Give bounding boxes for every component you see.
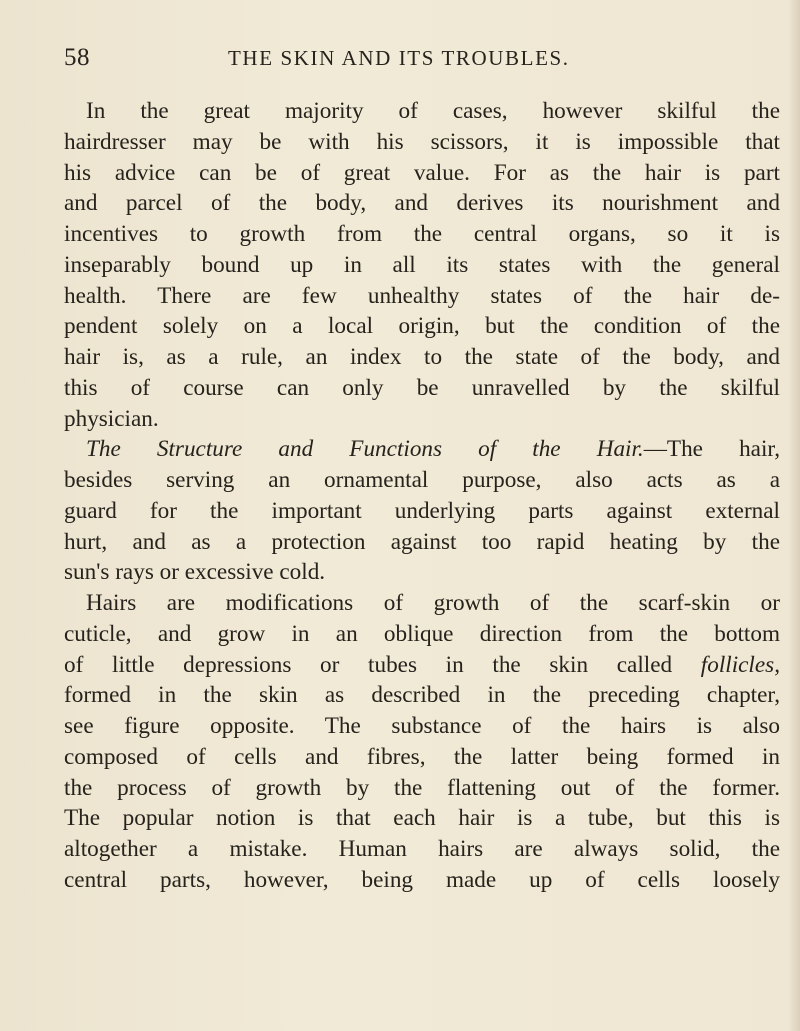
- text-line: sun's rays or excessive cold.: [64, 559, 326, 586]
- text-line: altogether a mistake. Human hairs are always solid, the: [64, 836, 780, 862]
- running-head: THE SKIN AND ITS TROUBLES.: [228, 46, 570, 70]
- text-line: and parcel of the body, and derives its nourishment and: [64, 190, 780, 217]
- text-line: this of course can only be unravelled by the skilful: [64, 374, 780, 401]
- text-line: Hairs are modifications of growth of the scarf-skin or: [86, 590, 780, 616]
- text-line: The popular notion is that each hair is a tube, but this is: [64, 805, 780, 832]
- section-heading-line: [64, 434, 780, 465]
- text-line: incentives to growth from the central organs, so it is: [64, 221, 780, 247]
- section-heading-continuation: —The hair,: [643, 436, 780, 463]
- text-line: pendent solely on a local origin, but the condition of the: [64, 313, 780, 340]
- text-line: the process of growth by the flattening out of the former.: [64, 774, 780, 801]
- text-line-with-term: [64, 650, 780, 681]
- text-line: hairdresser may be with his scissors, it is impossible that: [64, 128, 780, 155]
- page-number: 58: [64, 44, 90, 71]
- text-line: inseparably bound up in all its states with the general: [64, 251, 780, 278]
- text-line: cuticle, and grow in an oblique direction from the bottom: [64, 620, 780, 647]
- page-edge-shadow: [788, 0, 800, 1031]
- text-line: physician.: [64, 405, 159, 432]
- text-line: of little depressions or tubes in the skin called: [64, 651, 673, 678]
- text-line: formed in the skin as described in the preceding chapter,: [64, 682, 780, 709]
- text-line: see figure opposite. The substance of the hairs is also: [64, 713, 780, 739]
- text-line: composed of cells and fibres, the latter being formed in: [64, 743, 780, 770]
- term-follicles: follicles,: [700, 651, 780, 678]
- text-line: hair is, as a rule, an index to the state of the body, and: [64, 344, 780, 370]
- text-line: guard for the important underlying parts against external: [64, 497, 780, 524]
- text-line: his advice can be of great value. For as the hair is part: [64, 159, 780, 186]
- text-line: In the great majority of cases, however skilful the: [86, 98, 780, 124]
- text-line: besides serving an ornamental purpose, also acts as a: [64, 467, 780, 493]
- page-header: [64, 44, 744, 76]
- body-text: [64, 96, 780, 896]
- text-line: central parts, however, being made up of cells loosely: [64, 866, 780, 893]
- text-line: health. There are few unhealthy states of the hair de-: [64, 282, 780, 309]
- text-line: hurt, and as a protection against too rapid heating by the: [64, 528, 780, 555]
- section-heading: The Structure and Functions of the Hair.: [86, 436, 644, 463]
